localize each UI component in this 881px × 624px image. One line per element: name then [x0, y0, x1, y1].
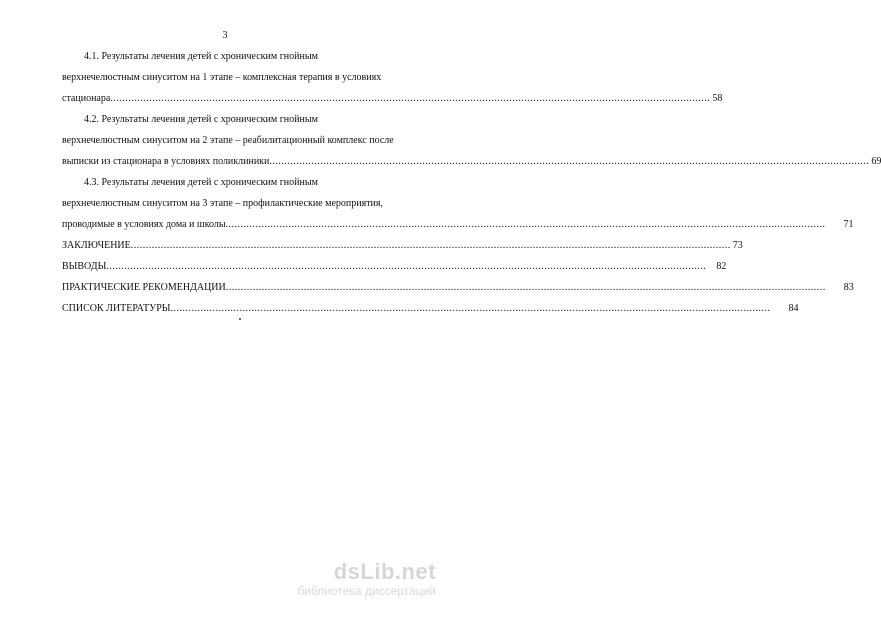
dot-leader: ........................................................................................................................................................................................................: [106, 261, 707, 272]
page-number: 3: [222, 30, 228, 41]
toc-page-number: 83: [843, 282, 854, 293]
toc-line: стационара: [62, 93, 111, 104]
toc-entry-4-2[interactable]: [62, 109, 881, 172]
toc-page-number: 84: [788, 303, 799, 314]
toc-line: 4.2. Результаты лечения детей с хроническим гнойным: [84, 114, 318, 125]
dot-leader: ........................................................................................................................................................................................................: [225, 282, 826, 293]
toc-page-number: 58: [712, 93, 723, 104]
dot-leader: ........................................................................................................................................................................................................: [170, 303, 771, 314]
toc-entry-conclusion[interactable]: [62, 235, 743, 256]
toc-line: проводимые в условиях дома и школы: [62, 219, 226, 230]
toc-line: ЗАКЛЮЧЕНИЕ: [62, 240, 131, 251]
watermark-logo: dsLib.net: [333, 559, 436, 584]
toc-line: ПРАКТИЧЕСКИЕ РЕКОМЕНДАЦИИ: [62, 282, 226, 293]
watermark-tagline: библиотека диссертаций: [297, 584, 436, 598]
toc-page-number: 69: [871, 156, 881, 167]
toc-line: ВЫВОДЫ: [62, 261, 107, 272]
toc-entry-findings[interactable]: [62, 256, 727, 277]
toc-line: СПИСОК ЛИТЕРАТУРЫ: [62, 303, 171, 314]
toc-page-number: 73: [732, 240, 743, 251]
toc-entry-recommendations[interactable]: [62, 277, 854, 298]
dot-leader: ........................................................................................................................................................................................................: [225, 219, 826, 230]
dot-leader: ........................................................................................................................................................................................................: [269, 156, 870, 167]
toc-page-number: 71: [843, 219, 854, 230]
toc-line: 4.1. Результаты лечения детей с хроническим гнойным: [84, 51, 318, 62]
toc-line: выписки из стационара в условиях поликлиники: [62, 156, 270, 167]
toc-entry-4-3[interactable]: [62, 172, 854, 235]
dot-leader: ........................................................................................................................................................................................................: [130, 240, 731, 251]
toc-line: 4.3. Результаты лечения детей с хроническим гнойным: [84, 177, 318, 188]
toc-page-number: 82: [716, 261, 727, 272]
table-of-contents: [62, 46, 881, 319]
toc-entry-4-1[interactable]: [62, 46, 723, 109]
toc-line: верхнечелюстным синуситом на 2 этапе – реабилитационный комплекс после: [62, 135, 394, 146]
watermark: [297, 560, 436, 598]
toc-line: верхнечелюстным синуситом на 3 этапе – профилактические мероприятия,: [62, 198, 384, 209]
scan-speck: [239, 318, 241, 320]
toc-line: верхнечелюстным синуситом на 1 этапе – комплексная терапия в условиях: [62, 72, 382, 83]
toc-entry-references[interactable]: [62, 298, 799, 319]
dot-leader: ........................................................................................................................................................................................................: [110, 93, 711, 104]
